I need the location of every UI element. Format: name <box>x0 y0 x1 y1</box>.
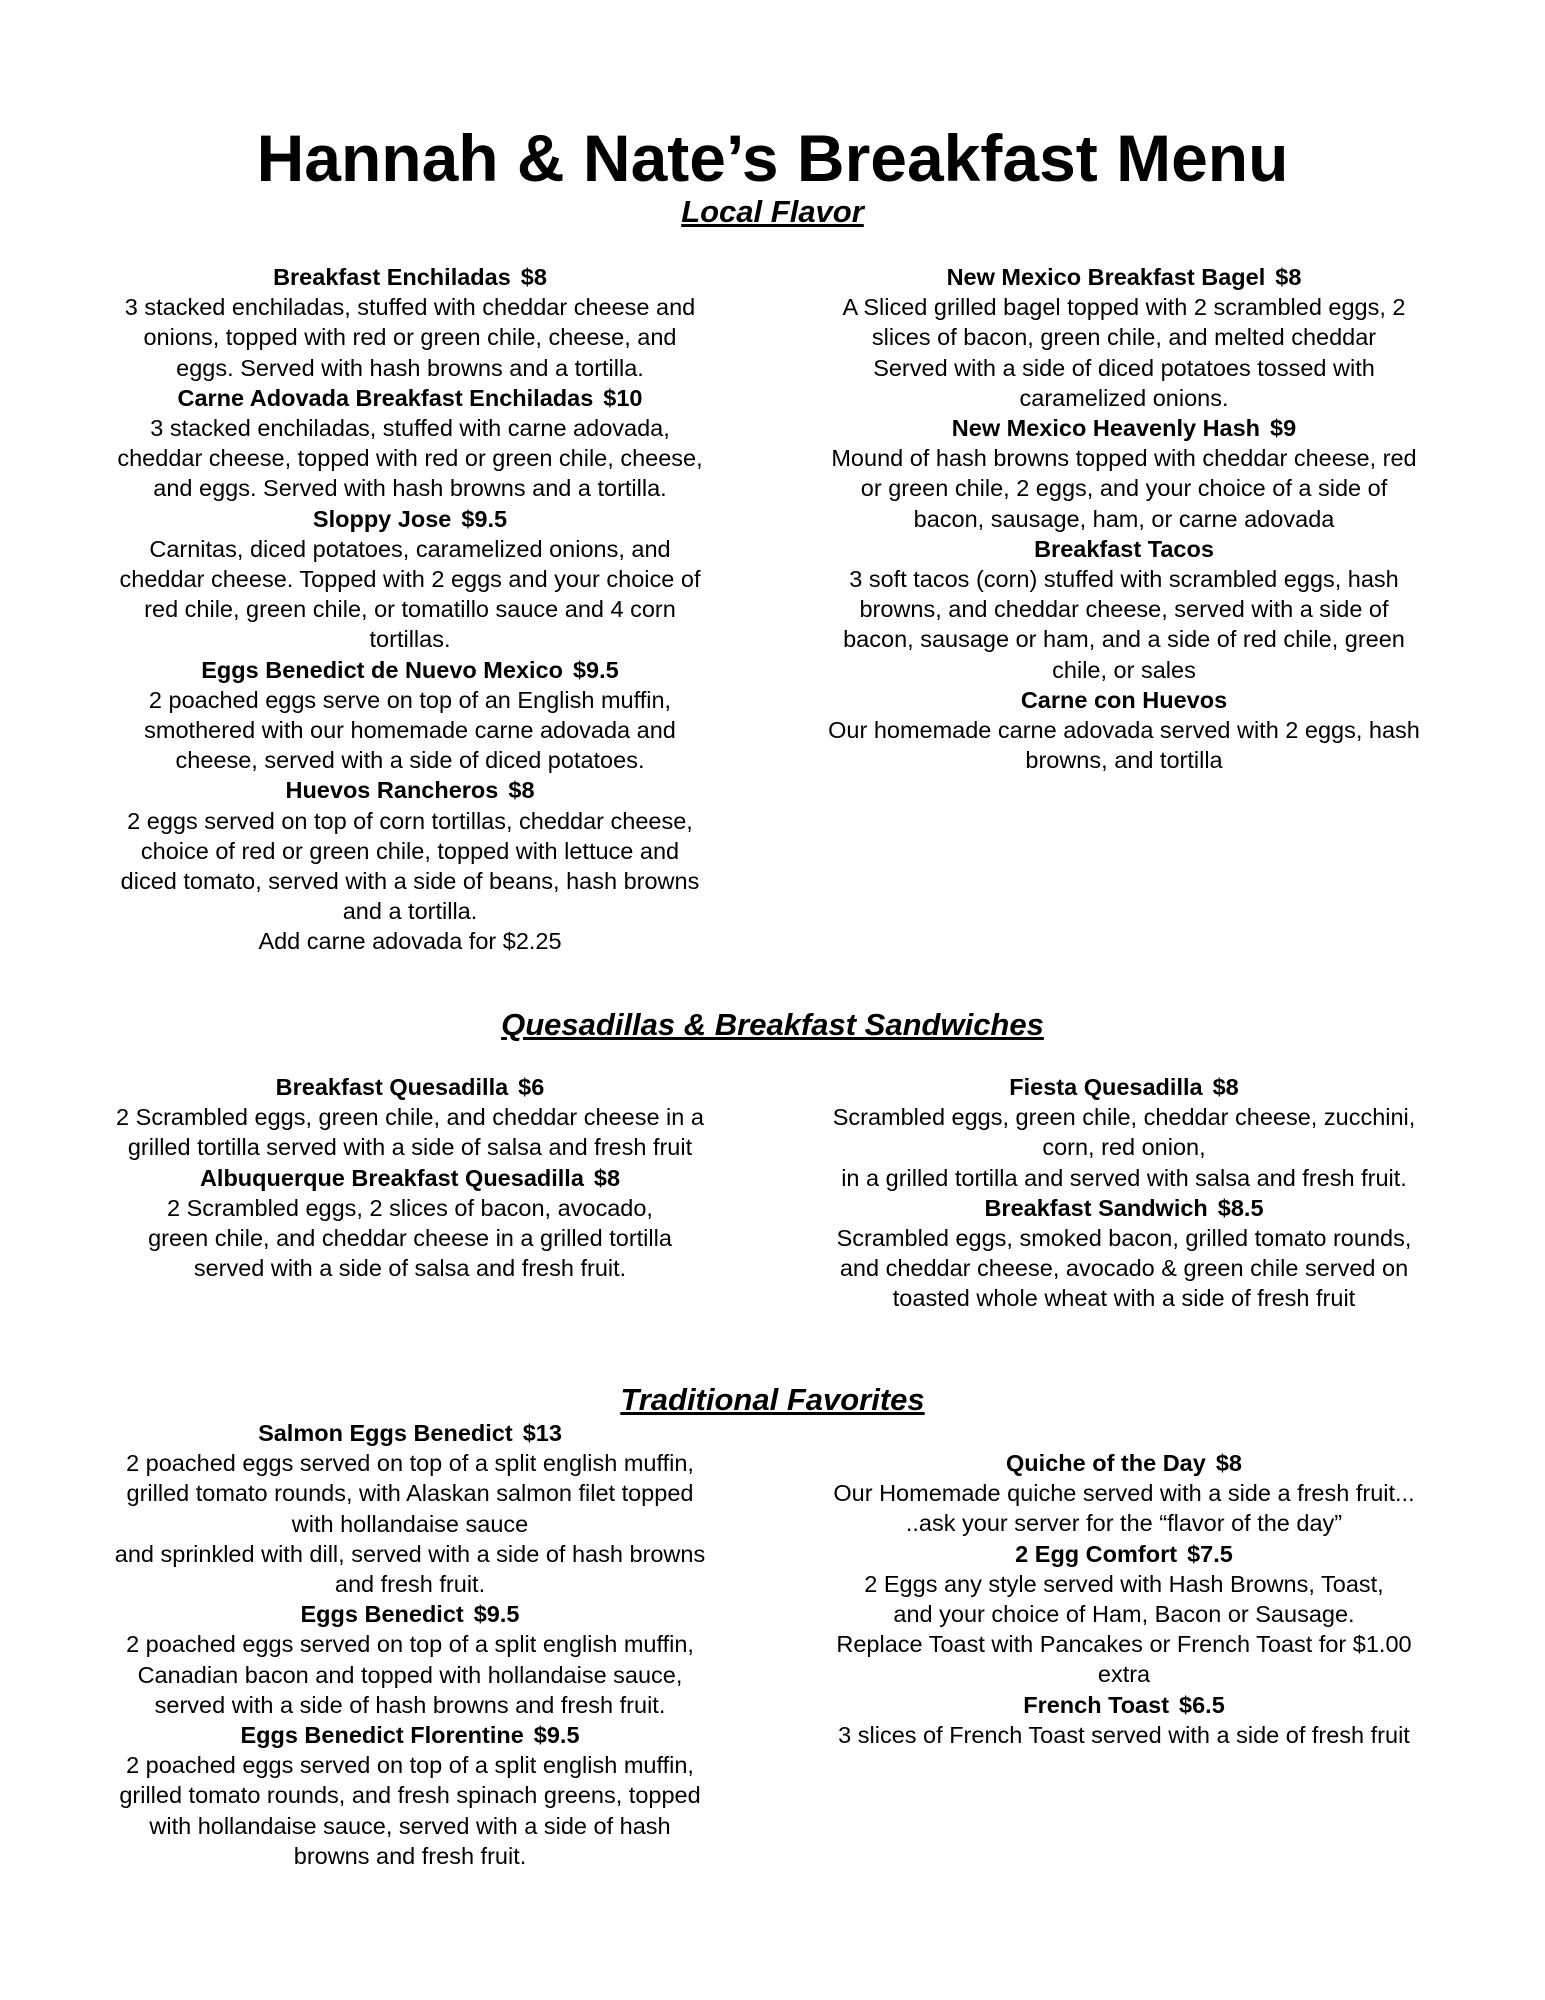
menu-item-description: Mound of hash browns topped with cheddar cheese, red or green chile, 2 eggs, and your choice of a side of bacon, sausage, ham, or carne adovada <box>831 445 1417 532</box>
menu-item-price: $6 <box>518 1074 545 1100</box>
menu-item-description: 3 soft tacos (corn) stuffed with scrambled eggs, hash browns, and cheddar cheese, served with a side of bacon, sausage or ham, and a side of red chile, green chile, or sales <box>843 566 1405 683</box>
menu-item-price: $9.5 <box>533 1722 580 1749</box>
menu-item-heading <box>85 1072 735 1102</box>
menu-item-description: 2 poached eggs served on top of a split english muffin, grilled tomato rounds, with Alaskan salmon filet topped with hollandaise sauce and sprinkled with dill, served with a side of hash browns and fresh fruit. <box>114 1450 706 1598</box>
menu-item-heading <box>85 1720 735 1750</box>
menu-item <box>799 262 1449 413</box>
local-flavor-left-column <box>85 262 735 957</box>
menu-item-name: Eggs Benedict <box>300 1601 464 1628</box>
menu-item-price: $8 <box>1212 1074 1239 1100</box>
traditional-right-column <box>799 1448 1449 1750</box>
menu-item <box>799 1072 1449 1193</box>
menu-item-price: $9 <box>1270 415 1297 442</box>
menu-item-description: 2 eggs served on top of corn tortillas, cheddar cheese, choice of red or green chile, topped with lettuce and diced tomato, served with a side of beans, hash browns and a tortilla. Add carne adovada for $2.25 <box>120 807 700 955</box>
menu-item-heading <box>799 685 1449 715</box>
section-heading-traditional-favorites: Traditional Favorites <box>620 1382 925 1417</box>
menu-item-heading <box>85 504 735 534</box>
menu-item-name: Breakfast Enchiladas <box>273 264 511 290</box>
menu-item-name: Breakfast Tacos <box>1034 535 1214 562</box>
menu-item-price: $8.5 <box>1217 1194 1264 1221</box>
menu-item-heading <box>85 775 735 805</box>
section-heading-local-flavor: Local Flavor <box>681 194 864 229</box>
menu-item <box>799 685 1449 776</box>
menu-item-heading <box>85 1163 735 1193</box>
menu-item-description: 3 slices of French Toast served with a side of fresh fruit <box>838 1721 1410 1748</box>
menu-item-price: $8 <box>1275 264 1302 290</box>
menu-item-price: $7.5 <box>1187 1540 1233 1567</box>
menu-item-price: $10 <box>603 384 643 411</box>
menu-item-name: Eggs Benedict de Nuevo Mexico <box>201 656 563 683</box>
menu-item <box>799 1193 1449 1314</box>
menu-item <box>85 1720 735 1871</box>
menu-item-heading <box>85 1418 735 1448</box>
menu-item-description: Scrambled eggs, smoked bacon, grilled tomato rounds, and cheddar cheese, avocado & green chile served on toasted whole wheat with a side of fresh fruit <box>836 1225 1412 1312</box>
menu-item-description: 2 poached eggs served on top of a split english muffin, Canadian bacon and topped with hollandaise sauce, served with a side of hash browns and fresh fruit. <box>126 1631 694 1718</box>
menu-item <box>85 655 735 776</box>
section-heading-quesadillas-sandwiches: Quesadillas & Breakfast Sandwiches <box>501 1007 1044 1042</box>
menu-item-price: $13 <box>522 1420 562 1446</box>
menu-item-description: Our Homemade quiche served with a side a fresh fruit... ..ask your server for the “flavor of the day” <box>833 1480 1415 1537</box>
menu-item <box>85 1163 735 1284</box>
menu-item-name: Huevos Rancheros <box>285 777 499 804</box>
menu-item <box>799 1690 1449 1750</box>
menu-item-heading <box>799 413 1449 443</box>
menu-item <box>799 534 1449 685</box>
menu-item <box>85 262 735 383</box>
menu-item-name: Sloppy Jose <box>312 505 452 532</box>
quesadillas-right-column <box>799 1072 1449 1314</box>
menu-item-price: $8 <box>508 777 535 804</box>
menu-item <box>799 1539 1449 1690</box>
menu-item-heading <box>85 655 735 685</box>
menu-item-description: 2 Scrambled eggs, green chile, and cheddar cheese in a grilled tortilla served with a side of salsa and fresh fruit <box>116 1104 704 1161</box>
menu-item <box>85 504 735 655</box>
menu-item-description: Our homemade carne adovada served with 2 eggs, hash browns, and tortilla <box>828 717 1420 774</box>
menu-item <box>799 413 1449 534</box>
menu-item-price: $9.5 <box>572 656 619 683</box>
menu-item-name: Carne con Huevos <box>1020 686 1228 713</box>
menu-title: Hannah & Nate’s Breakfast Menu <box>256 121 1289 195</box>
menu-item-price: $8 <box>1215 1450 1242 1476</box>
menu-item-name: Fiesta Quesadilla <box>1009 1074 1203 1100</box>
menu-item <box>85 1599 735 1720</box>
menu-item-name: New Mexico Breakfast Bagel <box>946 264 1266 290</box>
menu-item-heading <box>85 1599 735 1629</box>
menu-item-description: Scrambled eggs, green chile, cheddar cheese, zucchini, corn, red onion, in a grilled tortilla and served with salsa and fresh fruit. <box>832 1104 1416 1191</box>
menu-item <box>799 1448 1449 1539</box>
menu-item-price: $6.5 <box>1179 1691 1225 1718</box>
menu-item-name: Eggs Benedict Florentine <box>240 1722 524 1749</box>
local-flavor-right-column <box>799 262 1449 775</box>
menu-item-price: $9.5 <box>473 1601 520 1628</box>
menu-item-heading <box>799 1448 1449 1478</box>
menu-item-heading <box>85 262 735 292</box>
menu-item-heading <box>85 383 735 413</box>
menu-item-description: Carnitas, diced potatoes, caramelized onions, and cheddar cheese. Topped with 2 eggs and your choice of red chile, green chile, or tomatillo sauce and 4 corn tortillas. <box>119 535 701 653</box>
menu-item-description: 3 stacked enchiladas, stuffed with cheddar cheese and onions, topped with red or green chile, cheese, and eggs. Served with hash browns and a tortilla. <box>124 294 696 381</box>
menu-item-heading <box>799 1072 1449 1102</box>
menu-item <box>85 1418 735 1599</box>
menu-item-description: 2 Scrambled eggs, 2 slices of bacon, avocado, green chile, and cheddar cheese in a grilled tortilla served with a side of salsa and fresh fruit. <box>148 1194 672 1282</box>
menu-item-price: $9.5 <box>461 505 508 532</box>
menu-item-name: 2 Egg Comfort <box>1015 1540 1178 1567</box>
menu-item-description: 2 Eggs any style served with Hash Browns, Toast, and your choice of Ham, Bacon or Sausage. Replace Toast with Pancakes or French Toast for $1.00 extra <box>836 1570 1412 1688</box>
menu-item <box>85 1072 735 1163</box>
menu-item-name: Carne Adovada Breakfast Enchiladas <box>177 384 594 411</box>
menu-item-heading <box>799 1539 1449 1569</box>
menu-item-name: Salmon Eggs Benedict <box>258 1420 513 1446</box>
menu-item-price: $8 <box>593 1164 621 1191</box>
menu-item-description: A Sliced grilled bagel topped with 2 scrambled eggs, 2 slices of bacon, green chile, and melted cheddar Served with a side of diced potatoes tossed with caramelized onions. <box>842 294 1406 411</box>
traditional-left-column <box>85 1418 735 1871</box>
menu-item-name: French Toast <box>1023 1691 1170 1718</box>
menu-item-name: Quiche of the Day <box>1006 1450 1206 1476</box>
menu-item <box>85 383 735 504</box>
menu-item <box>85 775 735 956</box>
menu-item-price: $8 <box>520 264 547 290</box>
menu-item-description: 3 stacked enchiladas, stuffed with carne adovada, cheddar cheese, topped with red or green chile, cheese, and eggs. Served with hash browns and a tortilla. <box>117 415 703 502</box>
menu-item-name: Breakfast Quesadilla <box>275 1074 509 1100</box>
quesadillas-left-column <box>85 1072 735 1283</box>
menu-item-heading <box>799 1193 1449 1223</box>
menu-item-description: 2 poached eggs serve on top of an English muffin, smothered with our homemade carne adovada and cheese, served with a side of diced potatoes. <box>144 686 676 774</box>
menu-item-name: New Mexico Heavenly Hash <box>951 415 1261 442</box>
menu-item-heading <box>799 1690 1449 1720</box>
menu-item-description: 2 poached eggs served on top of a split english muffin, grilled tomato rounds, and fresh spinach greens, topped with hollandaise sauce, served with a side of hash browns and fresh fruit. <box>119 1752 701 1869</box>
menu-item-heading <box>799 534 1449 564</box>
menu-item-heading <box>799 262 1449 292</box>
menu-item-name: Albuquerque Breakfast Quesadilla <box>199 1164 584 1191</box>
menu-item-name: Breakfast Sandwich <box>984 1194 1208 1221</box>
